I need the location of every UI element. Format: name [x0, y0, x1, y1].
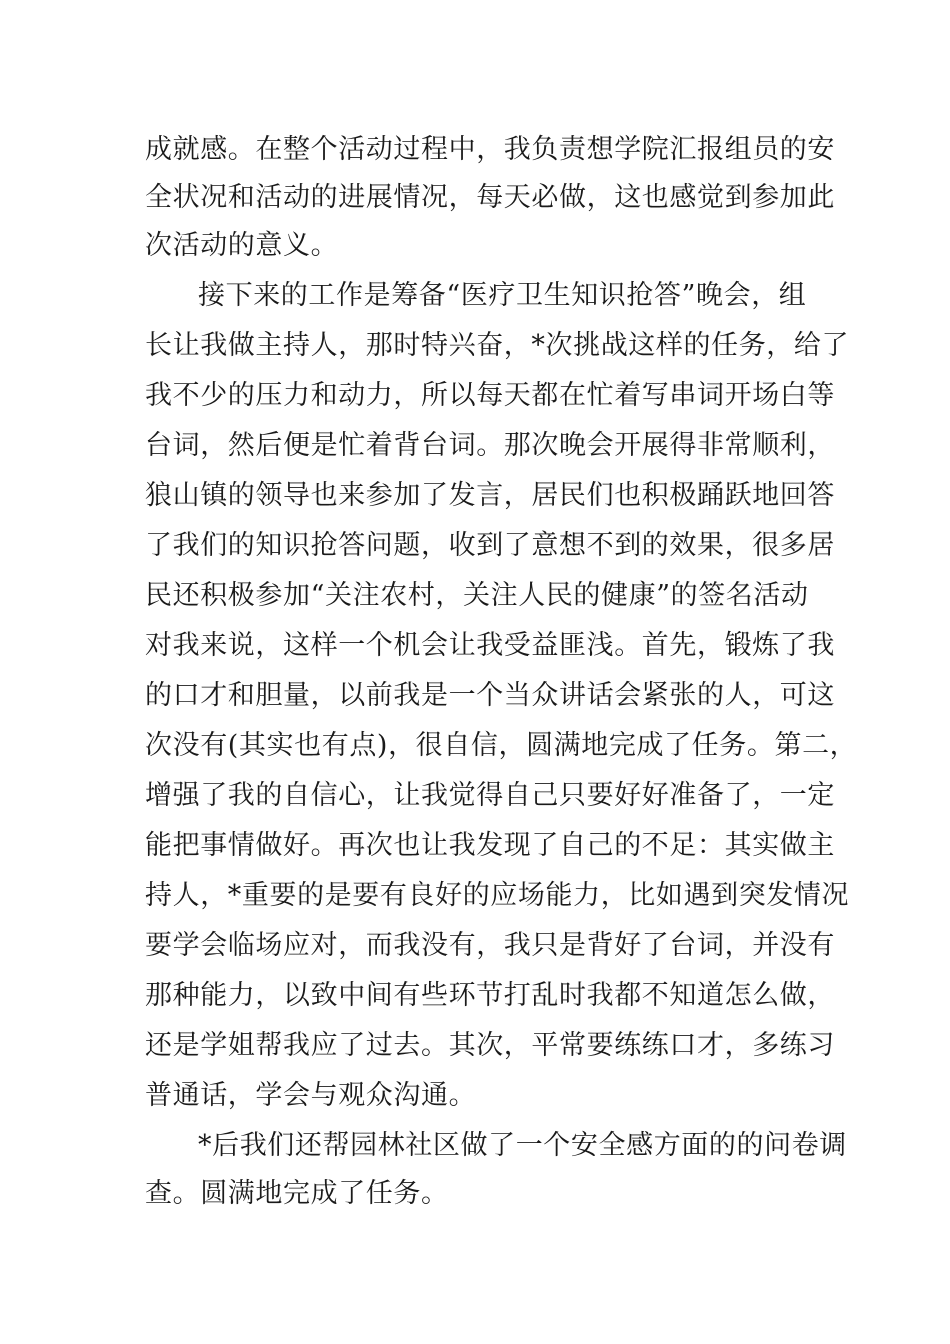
text-line: 民还积极参加“关注农村，关注人民的健康”的签名活动 [145, 580, 809, 611]
text-line: 查。圆满地完成了任务。 [145, 1178, 449, 1209]
text-line: 台词，然后便是忙着背台词。那次晚会开展得非常顺利， [145, 430, 835, 461]
text-line: 了我们的知识抢答问题，收到了意想不到的效果，很多居 [145, 530, 835, 561]
text-line: 狼山镇的领导也来参加了发言，居民们也积极踊跃地回答 [145, 480, 835, 511]
text-line: 的口才和胆量，以前我是一个当众讲话会紧张的人，可这 [145, 680, 835, 711]
text-line: 长让我做主持人，那时特兴奋，*次挑战这样的任务，给了 [145, 330, 850, 361]
text-line: 全状况和活动的进展情况，每天必做，这也感觉到参加此 [145, 182, 835, 213]
text-line: 成就感。在整个活动过程中，我负责想学院汇报组员的安 [145, 134, 835, 165]
text-line: 还是学姐帮我应了过去。其次，平常要练练口才，多练习 [145, 1030, 835, 1061]
text-line: 次活动的意义。 [145, 230, 339, 261]
text-line: 那种能力，以致中间有些环节打乱时我都不知道怎么做， [145, 980, 835, 1011]
text-line: 能把事情做好。再次也让我发现了自己的不足：其实做主 [145, 830, 835, 861]
text-line: *后我们还帮园林社区做了一个安全感方面的的问卷调 [198, 1130, 847, 1161]
text-line: 对我来说，这样一个机会让我受益匪浅。首先，锻炼了我 [145, 630, 835, 661]
text-line: 持人，*重要的是要有良好的应场能力，比如遇到突发情况 [145, 880, 850, 911]
text-line: 普通话，学会与观众沟通。 [145, 1080, 477, 1111]
text-line: 接下来的工作是筹备“医疗卫生知识抢答”晚会，组 [198, 280, 807, 311]
text-line: 次没有(其实也有点)，很自信，圆满地完成了任务。第二， [145, 730, 858, 761]
text-line: 要学会临场应对，而我没有，我只是背好了台词，并没有 [145, 930, 835, 961]
text-line: 我不少的压力和动力，所以每天都在忙着写串词开场白等 [145, 380, 835, 411]
text-line: 增强了我的自信心，让我觉得自己只要好好准备了，一定 [145, 780, 835, 811]
